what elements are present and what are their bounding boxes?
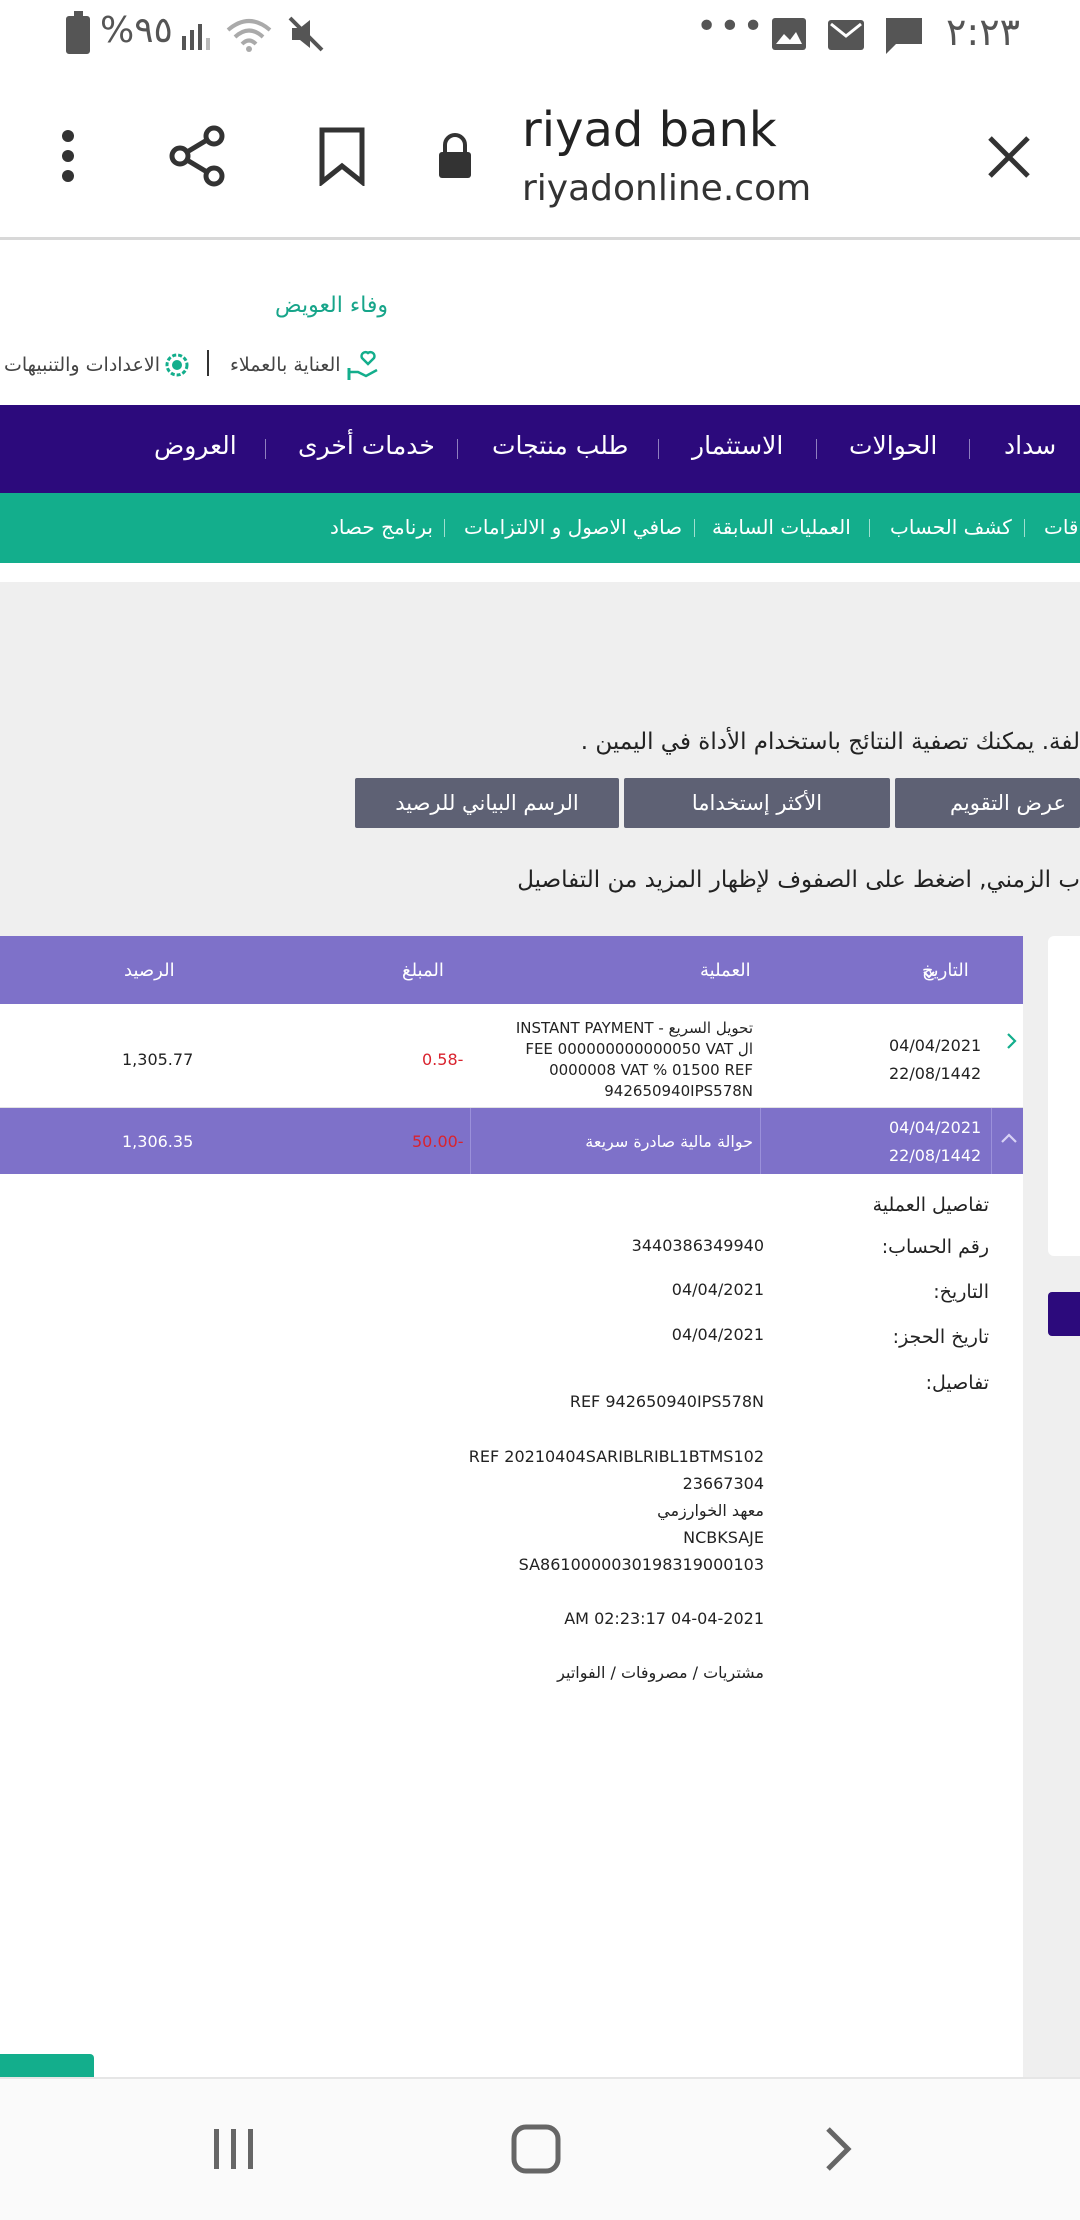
battery-level: %٩٥	[100, 10, 173, 51]
subnav-hasad-program[interactable]: برنامج حصاد	[330, 515, 433, 539]
share-icon[interactable]	[166, 124, 230, 188]
bookmark-icon[interactable]	[318, 126, 366, 186]
more-options-icon[interactable]	[58, 128, 78, 184]
row-balance: 1,305.77	[122, 1050, 194, 1069]
floating-tab[interactable]	[0, 2054, 94, 2077]
balance-chart-button[interactable]: الرسم البياني للرصيد	[355, 778, 619, 828]
most-used-button[interactable]: الأكثر إستخداما	[624, 778, 890, 828]
row-description: حوالة مالية صادرة سريعة	[585, 1132, 753, 1151]
detail-line: AM 02:23:17 04-04-2021	[564, 1609, 764, 1628]
chevron-up-icon[interactable]	[1000, 1132, 1018, 1144]
subnav-net-assets[interactable]: صافي الاصول و الالتزامات	[464, 515, 683, 539]
detail-line: معهد الخوارزمي	[657, 1501, 764, 1520]
subnav-cards[interactable]: قات	[1044, 515, 1079, 539]
nav-pay[interactable]: سداد	[1004, 431, 1057, 460]
details-heading: تفاصيل العملية	[872, 1194, 989, 1216]
account-label: رقم الحساب:	[881, 1236, 989, 1258]
header-balance: الرصيد	[124, 960, 175, 981]
detail-line: SA8610000030198319000103	[518, 1555, 764, 1574]
content-area	[0, 582, 1080, 2077]
subnav-separator	[1024, 519, 1025, 537]
detail-line: NCBKSAJE	[683, 1528, 764, 1547]
sort-down-icon[interactable]	[922, 970, 936, 980]
transactions-table	[0, 936, 1023, 2077]
nav-separator	[658, 439, 659, 459]
row-hijri-date: 22/08/1442	[889, 1146, 982, 1165]
subnav-separator	[694, 519, 695, 537]
divider	[207, 350, 209, 376]
detail-line: مشتريات / مصروفات / الفواتير	[557, 1663, 764, 1682]
main-navigation	[0, 405, 1080, 493]
header-date[interactable]: التاريخ	[922, 960, 969, 981]
user-name[interactable]: وفاء العويض	[275, 293, 389, 318]
row-balance: 1,306.35	[122, 1132, 194, 1151]
gallery-icon	[770, 16, 808, 52]
nav-offers[interactable]: العروض	[154, 431, 237, 460]
booking-date-label: تاريخ الحجز:	[892, 1326, 989, 1348]
mute-icon	[286, 14, 326, 54]
gear-icon[interactable]	[162, 350, 192, 380]
subnav-statement[interactable]: كشف الحساب	[890, 515, 1012, 539]
header-operation: العملية	[700, 960, 751, 981]
settings-link[interactable]: الاعدادات والتنبيهات	[4, 354, 160, 376]
detail-line: REF 942650940IPS578N	[569, 1392, 764, 1411]
nav-other-services[interactable]: خدمات أخرى	[298, 431, 435, 460]
battery-icon	[66, 16, 90, 54]
subnav-separator	[444, 519, 445, 537]
detail-line: REF 20210404SARIBLRIBL1BTMS102	[468, 1447, 764, 1466]
subnav-past-transactions[interactable]: العمليات السابقة	[712, 515, 851, 539]
nav-separator	[969, 439, 970, 459]
row-amount: 50.00-	[412, 1132, 464, 1151]
status-bar	[0, 0, 1080, 70]
lock-icon	[436, 132, 474, 180]
date-label: التاريخ:	[933, 1281, 989, 1303]
nav-transfers[interactable]: الحوالات	[849, 431, 938, 460]
rows-hint: ب الزمني, اضغط على الصفوف لإظهار المزيد من التفاصيل	[517, 867, 1080, 893]
browser-toolbar	[0, 70, 1080, 240]
mail-icon	[826, 18, 866, 52]
chevron-right-icon[interactable]	[1006, 1032, 1018, 1050]
utility-links	[0, 348, 400, 384]
calendar-view-button[interactable]: عرض التقويم	[895, 778, 1080, 828]
table-header	[0, 936, 1023, 1004]
booking-date-value: 04/04/2021	[671, 1325, 764, 1344]
nav-separator	[457, 439, 458, 459]
system-navigation-bar	[0, 2077, 1080, 2220]
row-hijri-date: 22/08/1442	[889, 1064, 982, 1083]
sub-navigation	[0, 493, 1080, 563]
filter-hint: لفة. يمكنك تصفية النتائج باستخدام الأداة في اليمين .	[580, 729, 1080, 755]
close-icon[interactable]	[986, 134, 1032, 180]
wifi-icon	[224, 16, 274, 54]
table-row-expanded[interactable]	[0, 1108, 1023, 1174]
row-date: 04/04/2021	[889, 1036, 982, 1055]
subnav-separator	[869, 519, 870, 537]
nav-investment[interactable]: الاستثمار	[692, 431, 784, 460]
header-amount: المبلغ	[402, 960, 444, 981]
filter-button[interactable]	[1048, 1292, 1080, 1336]
more-notifications: •••	[696, 6, 766, 47]
customer-care-link[interactable]: العناية بالعملاء	[230, 354, 341, 376]
nav-request-products[interactable]: طلب منتجات	[492, 431, 629, 460]
care-hand-icon[interactable]	[346, 348, 380, 382]
row-amount: 0.58-	[422, 1050, 464, 1069]
signal-icon	[180, 18, 214, 52]
back-icon[interactable]	[822, 2125, 854, 2173]
detail-line: 23667304	[682, 1474, 764, 1493]
page-title: riyad bank	[522, 102, 777, 158]
message-icon	[884, 16, 924, 56]
account-value: 3440386349940	[631, 1236, 764, 1255]
nav-separator	[265, 439, 266, 459]
clock: ٢:٢٣	[946, 10, 1021, 54]
date-value: 04/04/2021	[671, 1280, 764, 1299]
row-date: 04/04/2021	[889, 1118, 982, 1137]
page-url[interactable]: riyadonline.com	[522, 168, 812, 209]
recent-apps-icon[interactable]	[210, 2125, 258, 2173]
home-icon[interactable]	[510, 2123, 562, 2175]
nav-separator	[816, 439, 817, 459]
table-row[interactable]	[0, 1004, 1023, 1108]
row-description: INSTANT PAYMENT - تحويل السريع FEE 000000000000050 VAT ال 0000008 VAT % 01500 REF 942650940IPS578N	[515, 1019, 753, 1100]
details-label: تفاصيل:	[925, 1372, 989, 1394]
filter-panel[interactable]	[1048, 936, 1080, 1256]
